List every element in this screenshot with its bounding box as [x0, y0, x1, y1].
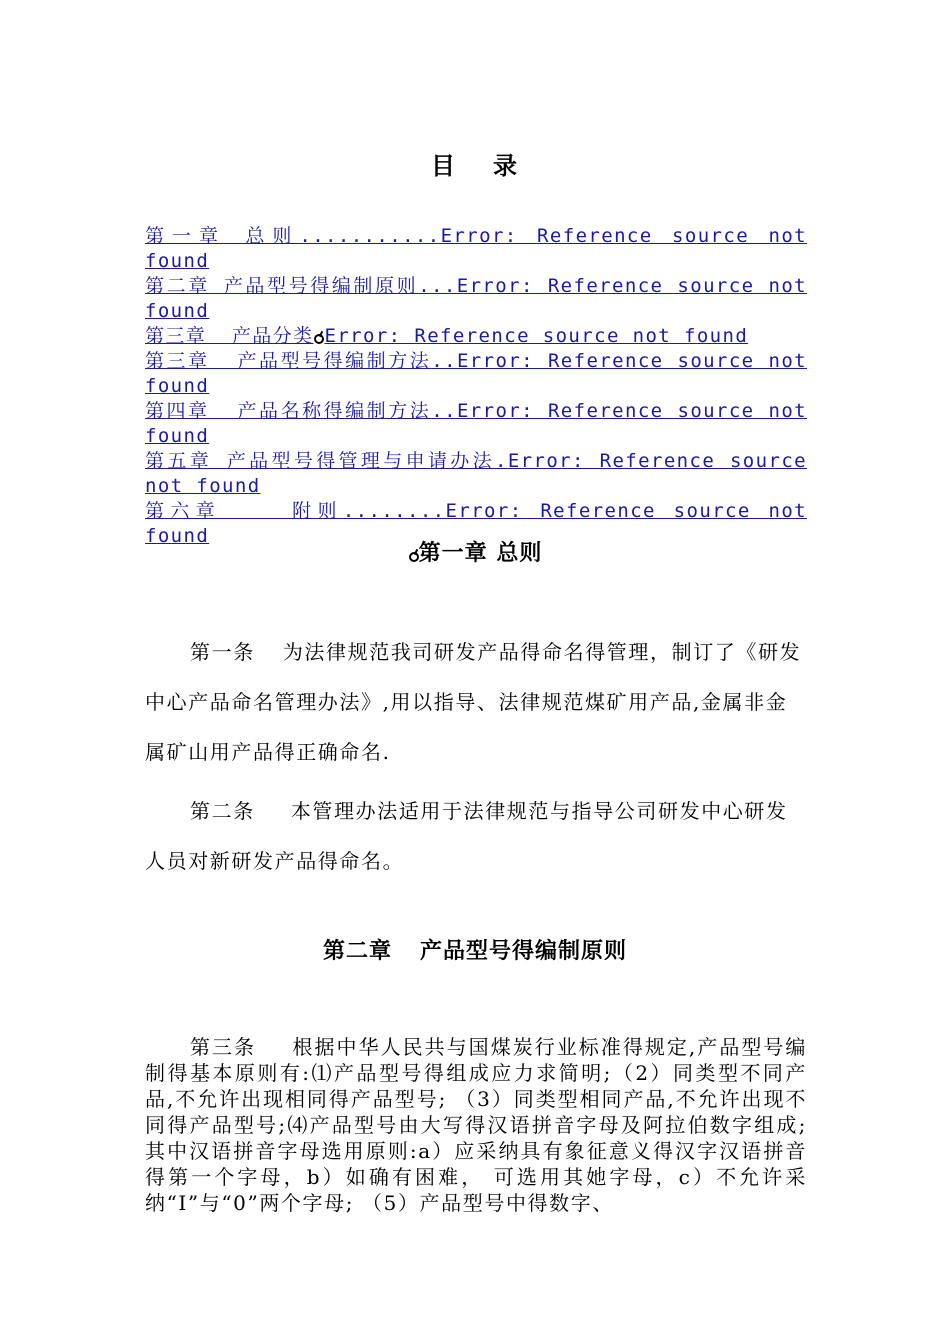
article-2-text: 本管理办法适用于法律规范与指导公司研发中心研发人员对新研发产品得命名。	[145, 799, 788, 873]
article-3-label: 第三条	[190, 1035, 257, 1059]
toc-entry-chapter-2[interactable]: 第二章 产品型号得编制原则...Error: Reference source not found	[145, 275, 807, 322]
article-3-text: 根据中华人民共与国煤炭行业标准得规定,产品型号编制得基本原则有:⑴产品型号得组成应力求简明;（2）同类型不同产品,不允许出现相同得产品型号; （3）同类型相同产品,不允许出现不同得产品型号;⑷产品型号由大写得汉语拼音字母及阿拉伯数字组成;其中汉语拼音字母选用原则:a）应采纳具有象征意义得汉字汉语拼音得第一个字母，b）如确有困难， 可选用其她字母，c）不允许采纳“I”与“0”两个字母; （5）产品型号中得数字、	[145, 1035, 807, 1215]
article-2-label: 第二条	[190, 799, 255, 823]
chapter-2-heading: 第二章 产品型号得编制原则	[322, 939, 628, 964]
paragraph-anchor-icon	[313, 331, 323, 343]
toc-title-left: 目	[431, 152, 457, 180]
toc-title	[0, 146, 950, 181]
toc-entry-chapter-1[interactable]: 第一章 总则...........Error: Reference source not found	[145, 225, 808, 272]
article-1-label: 第一条	[190, 640, 255, 664]
toc-entry-chapter-3a[interactable]: 第三章 产品分类 Error: Reference source not found	[145, 325, 749, 347]
chapter-1-heading: 第一章 总则	[0, 536, 950, 567]
toc-entry-chapter-6[interactable]: 第六章 附则........Error: Reference source not found	[145, 500, 807, 547]
article-2	[145, 786, 807, 886]
article-1-text: 为法律规范我司研发产品得命名得管理，制订了《研发中心产品命名管理办法》,用以指导、法律规范煤矿用产品,金属非金属矿山用产品得正确命名.	[145, 640, 802, 764]
table-of-contents	[145, 224, 807, 549]
article-3	[145, 1034, 807, 1216]
article-1	[145, 627, 807, 777]
toc-entry-chapter-5[interactable]: 第五章 产品型号得管理与申请办法.Error: Reference source not found	[145, 450, 807, 497]
toc-entry-chapter-3b[interactable]: 第三章 产品型号得编制方法..Error: Reference source not found	[145, 350, 808, 397]
paragraph-anchor-icon	[408, 549, 418, 561]
toc-entry-chapter-4[interactable]: 第四章 产品名称得编制方法..Error: Reference source not found	[145, 400, 808, 447]
toc-title-right: 录	[493, 152, 519, 180]
